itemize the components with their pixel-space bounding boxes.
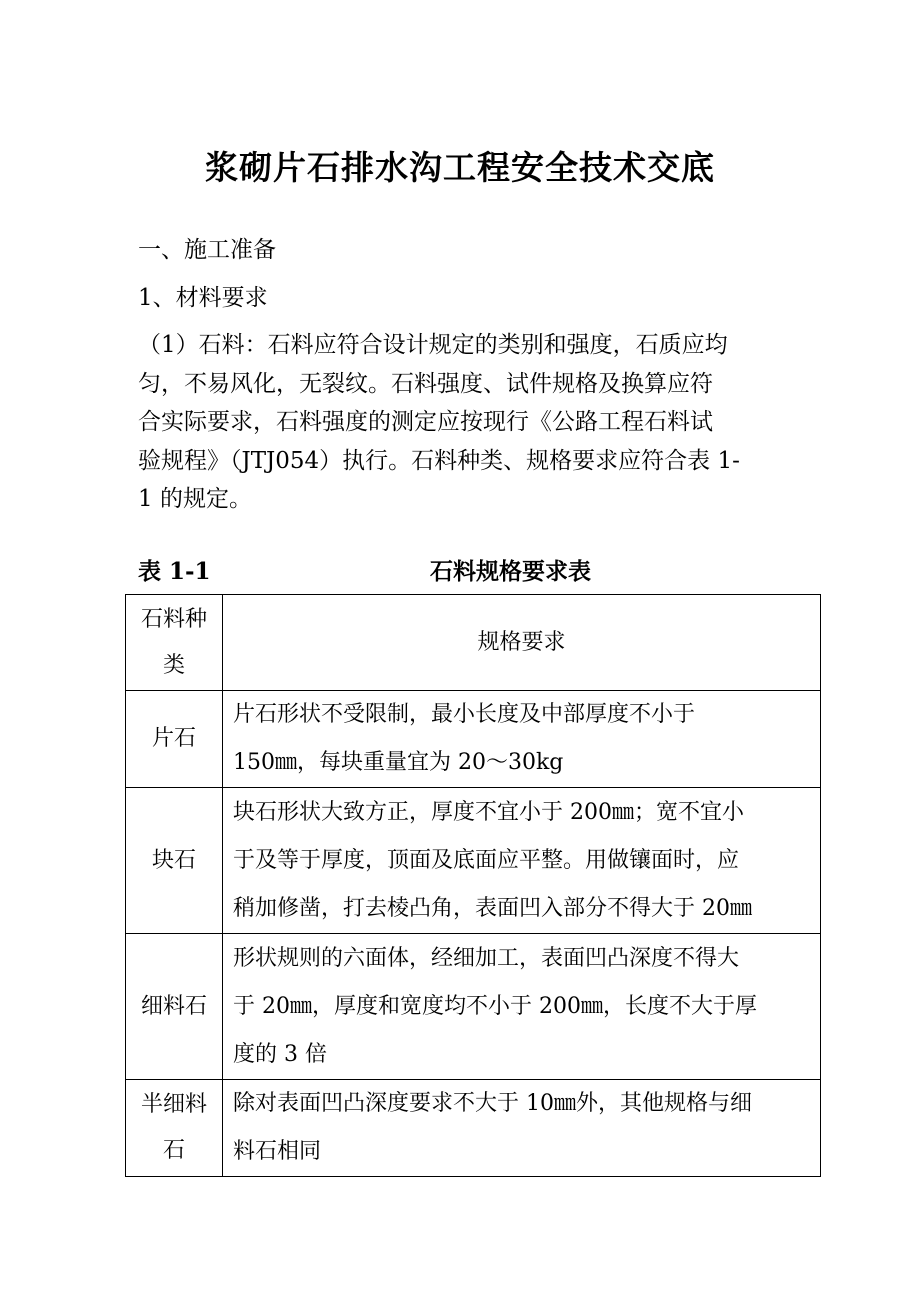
subsection-heading: 1、材料要求 (138, 285, 268, 311)
header-kind-line: 石料种 (140, 606, 207, 632)
table-title: 石料规格要求表 (430, 558, 591, 585)
paragraph-line: 合实际要求，石料强度的测定应按现行《公路工程石料试 (138, 409, 713, 436)
stone-kind-line: 石 (162, 1138, 185, 1163)
table-header-row (126, 595, 821, 691)
spec-line: 度的 3 倍 (233, 1041, 327, 1067)
stone-kind-line: 块石 (151, 847, 196, 873)
spec-line: 于及等于厚度，顶面及底面应平整。用做镶面时，应 (233, 847, 740, 873)
stone-kind-cell (126, 691, 223, 788)
stone-kind-cell (126, 1080, 223, 1177)
table-caption (138, 556, 788, 588)
paragraph-line: 验规程》（JTJ054）执行。石料种类、规格要求应符合表 1- (138, 447, 740, 474)
table-row (126, 934, 821, 1080)
stone-kind-line: 片石 (151, 726, 196, 751)
table-row (126, 1080, 821, 1177)
spec-line: 料石相同 (233, 1139, 322, 1164)
spec-line: 除对表面凹凸深度要求不大于 10㎜外，其他规格与细 (233, 1091, 752, 1116)
spec-cell (223, 934, 821, 1080)
stone-kind-line: 细料石 (140, 993, 207, 1019)
stone-spec-table (125, 594, 821, 1177)
paragraph-line: 1 的规定。 (138, 486, 252, 513)
spec-cell (223, 691, 821, 788)
table-row (126, 788, 821, 934)
spec-cell (223, 1080, 821, 1177)
spec-line: 块石形状大致方正，厚度不宜小于 200㎜；宽不宜小 (233, 799, 744, 825)
stone-kind-line: 半细料 (140, 1092, 207, 1117)
paragraph-line: （1）石料：石料应符合设计规定的类别和强度，石质应均 (138, 332, 728, 358)
spec-line: 形状规则的六面体，经细加工，表面凹凸深度不得大 (233, 945, 740, 971)
spec-line: 片石形状不受限制，最小长度及中部厚度不小于 (233, 702, 696, 727)
spec-line: 稍加修凿，打去棱凸角，表面凹入部分不得大于 20㎜ (233, 895, 752, 921)
table-number: 表 1-1 (138, 558, 211, 585)
spec-line: 于 20㎜，厚度和宽度均不小于 200㎜，长度不大于厚 (233, 993, 757, 1019)
page-title: 浆砌片石排水沟工程安全技术交底 (205, 148, 715, 187)
stone-kind-cell (126, 934, 223, 1080)
table-row (126, 691, 821, 788)
spec-cell (223, 788, 821, 934)
spec-line: 150㎜，每块重量宜为 20～30kg (233, 750, 564, 775)
header-stone-kind (126, 595, 223, 691)
material-requirements-paragraph (138, 326, 778, 519)
header-kind-line: 类 (162, 652, 185, 678)
paragraph-line: 匀，不易风化，无裂纹。石料强度、试件规格及换算应符 (138, 370, 713, 397)
section-heading: 一、施工准备 (138, 237, 276, 263)
header-spec: 规格要求 (223, 595, 821, 691)
stone-kind-cell (126, 788, 223, 934)
